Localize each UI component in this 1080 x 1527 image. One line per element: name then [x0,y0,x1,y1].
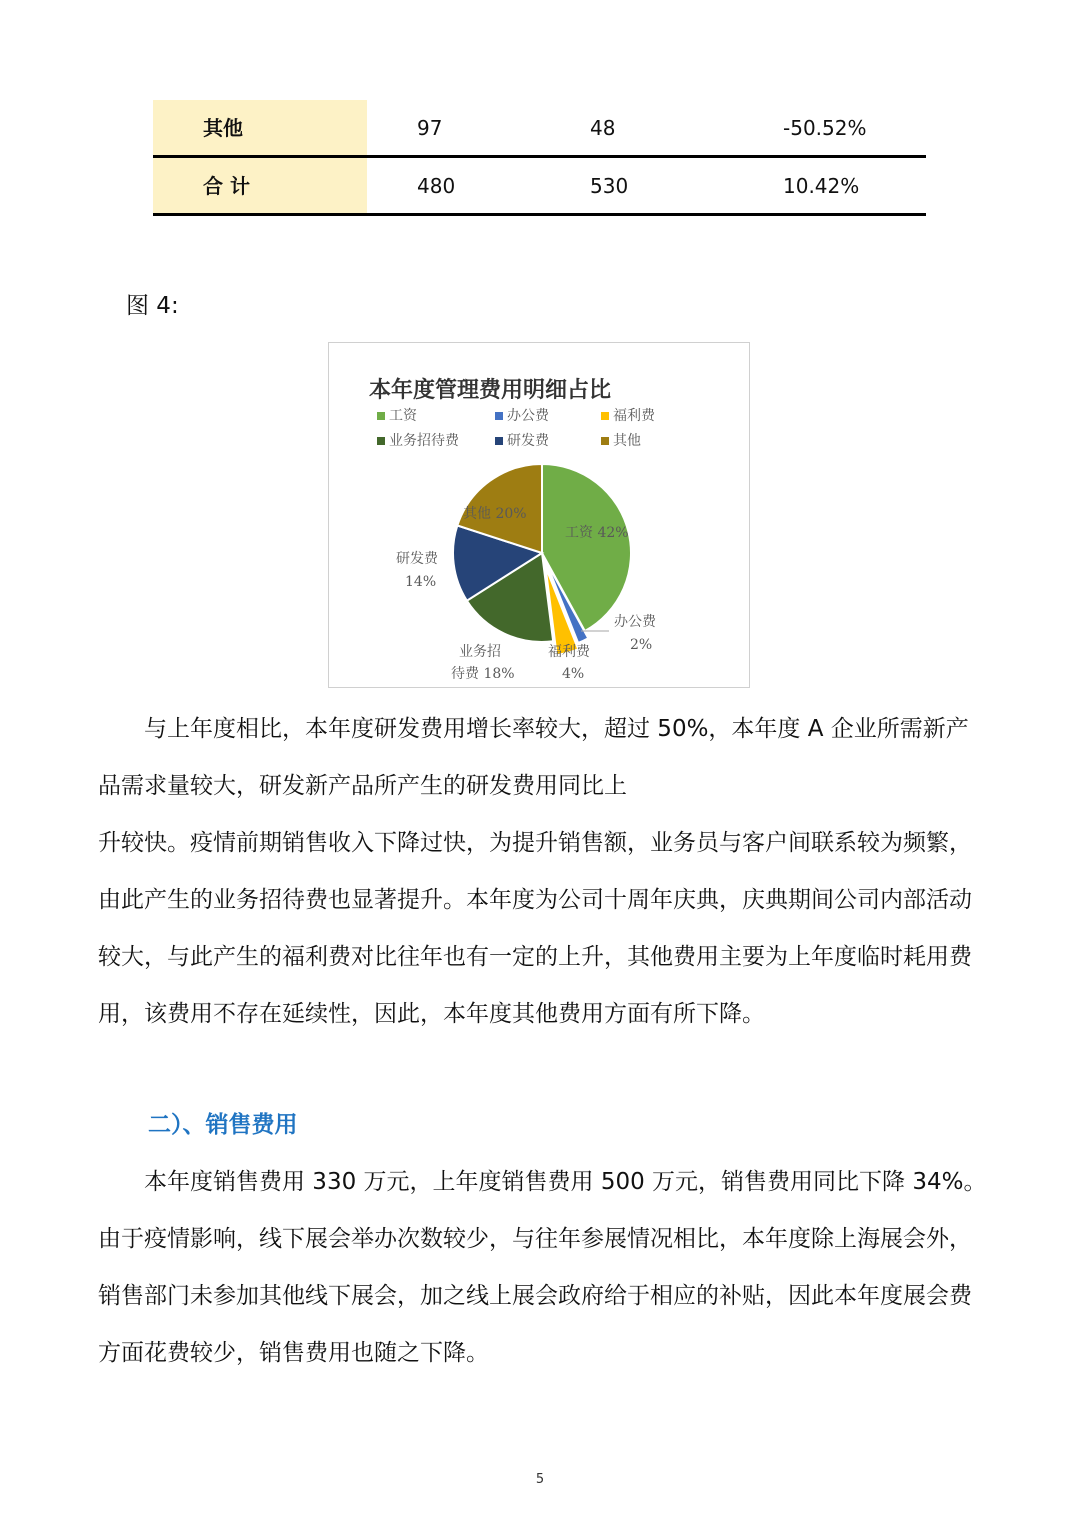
legend-swatch [495,437,503,445]
row-label: 其他 [153,100,367,156]
pie-chart [328,342,750,688]
chart-title: 本年度管理费用明细占比 [369,377,612,403]
legend-swatch [377,412,385,420]
legend-label: 工资 [389,408,417,424]
expense-table [153,100,926,216]
change-rate: 10.42% [783,174,860,198]
legend-label: 其他 [613,433,641,449]
label-welfare-name: 福利费 [548,644,590,660]
label-entertainment-pct: 待费 18% [451,666,515,682]
legend-item [377,405,417,425]
paragraph-sales-expense [98,1154,988,1382]
paragraph-admin-expense [98,701,988,1043]
figure-label: 图 4: [126,293,179,319]
legend-label: 办公费 [507,408,549,424]
label-other: 其他 20% [463,506,527,522]
legend-label: 业务招待费 [389,433,459,449]
prev-year-value: 480 [417,174,456,198]
prev-year-value: 97 [417,116,443,140]
label-welfare-pct: 4% [562,666,585,682]
legend-swatch [495,412,503,420]
legend-item [601,430,641,450]
label-salary: 工资 42% [565,525,629,541]
paragraph-text: 与上年度相比，本年度研发费用增长率较大，超过 50%，本年度 A 企业所需新产品需求量较大，研发新产品所产生的研发费用同比上 [98,716,969,799]
legend-swatch [377,437,385,445]
legend-item [495,430,549,450]
page-number: 5 [535,1472,545,1487]
label-entertainment-name: 业务招 [459,644,501,660]
legend-item [601,405,655,425]
legend-swatch [601,412,609,420]
legend-item [495,405,549,425]
curr-year-value: 48 [590,116,616,140]
label-office-name: 办公费 [614,614,656,630]
table-row [153,100,926,158]
legend-label: 福利费 [613,408,655,424]
section-heading: 二）、销售费用 [148,1112,298,1138]
legend-label: 研发费 [507,433,549,449]
paragraph-text: 本年度销售费用 330 万元，上年度销售费用 500 万元，销售费用同比下降 34%。由于疫情影响，线下展会举办次数较少，与往年参展情况相比，本年度除上海展会外，销售部门未参加其他线下展会，加之线上展会政府给于相应的补贴，因此本年度展会费方面花费较少，销售费用也随之下降。 [98,1169,987,1366]
change-rate: -50.52% [783,116,867,140]
legend-item [377,430,459,450]
table-row [153,158,926,216]
row-label: 合 计 [153,158,367,214]
row-divider [153,213,926,216]
label-office-pct: 2% [630,637,653,653]
curr-year-value: 530 [590,174,629,198]
label-rnd-name: 研发费 [396,551,438,567]
paragraph-text: 升较快。疫情前期销售收入下降过快，为提升销售额，业务员与客户间联系较为频繁，由此产生的业务招待费也显著提升。本年度为公司十周年庆典，庆典期间公司内部活动较大，与此产生的福利费对比往年也有一定的上升，其他费用主要为上年度临时耗用费用，该费用不存在延续性，因此，本年度其他费用方面有所下降。 [98,830,972,1027]
label-rnd-pct: 14% [405,574,437,590]
legend-swatch [601,437,609,445]
